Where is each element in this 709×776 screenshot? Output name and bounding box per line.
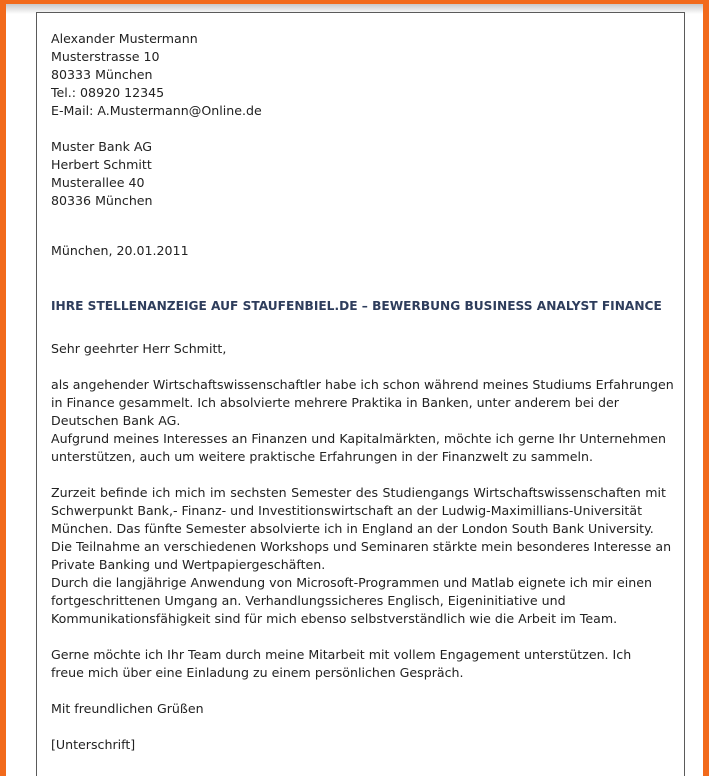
- recipient-city: 80336 München: [51, 193, 153, 208]
- salutation: Sehr geehrter Herr Schmitt,: [51, 341, 227, 356]
- paragraph-line: Deutschen Bank AG.: [51, 413, 181, 428]
- paragraph-line: Durch die langjährige Anwendung von Microsoft-Programmen und Matlab eignete ich mir einen: [51, 575, 652, 590]
- closing: Mit freundlichen Grüßen: [51, 701, 204, 716]
- sender-block: [51, 30, 696, 120]
- paragraph-2: [51, 484, 696, 628]
- paragraph-line: Schwerpunkt Bank,- Finanz- und Investitionswirtschaft an der Ludwig-Maximillians-Universität: [51, 503, 643, 518]
- paragraph-line: Zurzeit befinde ich mich im sechsten Semester des Studiengangs Wirtschaftswissenschaften mit: [51, 485, 666, 500]
- cover-letter: [51, 30, 696, 754]
- paragraph-line: Die Teilnahme an verschiedenen Workshops und Seminaren stärkte mein besonderes Interesse an: [51, 539, 672, 554]
- paragraph-line: fortgeschrittenen Umgang an. Verhandlungssicheres Englisch, Eigeninitiative und: [51, 593, 566, 608]
- paragraph-line: München. Das fünfte Semester absolvierte ich in England an der London South Bank University.: [51, 521, 654, 536]
- paragraph-1: [51, 376, 696, 466]
- paragraph-line: Kommunikationsfähigkeit sind für mich ebenso selbstverständlich wie die Arbeit im Team.: [51, 611, 618, 626]
- paragraph-line: in Finance gesammelt. Ich absolvierte mehrere Praktika in Banken, unter anderem bei der: [51, 395, 619, 410]
- recipient-block: [51, 138, 696, 210]
- recipient-person: Herbert Schmitt: [51, 157, 152, 172]
- signature: [Unterschrift]: [51, 737, 136, 752]
- letter-subject: IHRE STELLENANZEIGE AUF STAUFENBIEL.DE – BEWERBUNG BUSINESS ANALYST FINANCE: [51, 299, 662, 313]
- recipient-company: Muster Bank AG: [51, 139, 153, 154]
- sender-email: E-Mail: A.Mustermann@Online.de: [51, 103, 262, 118]
- paragraph-line: unterstützen, auch um weitere praktische Erfahrungen in der Finanzwelt zu sammeln.: [51, 449, 593, 464]
- paragraph-line: Private Banking und Wertpapiergeschäften.: [51, 557, 326, 572]
- sender-phone: Tel.: 08920 12345: [51, 85, 165, 100]
- letter-date: München, 20.01.2011: [51, 243, 189, 258]
- page-frame: [6, 4, 703, 776]
- recipient-street: Musterallee 40: [51, 175, 145, 190]
- paragraph-line: Aufgrund meines Interesses an Finanzen und Kapitalmärkten, möchte ich gerne Ihr Unternehmen: [51, 431, 666, 446]
- sender-name: Alexander Mustermann: [51, 31, 198, 46]
- paragraph-line: Gerne möchte ich Ihr Team durch meine Mitarbeit mit vollem Engagement unterstützen. Ich: [51, 647, 632, 662]
- paragraph-line: als angehender Wirtschaftswissenschaftler habe ich schon während meines Studiums Erfahrungen: [51, 377, 674, 392]
- paragraph-3: [51, 646, 696, 682]
- paragraph-line: freue mich über eine Einladung zu einem persönlichen Gespräch.: [51, 665, 464, 680]
- sender-city: 80333 München: [51, 67, 153, 82]
- sender-street: Musterstrasse 10: [51, 49, 160, 64]
